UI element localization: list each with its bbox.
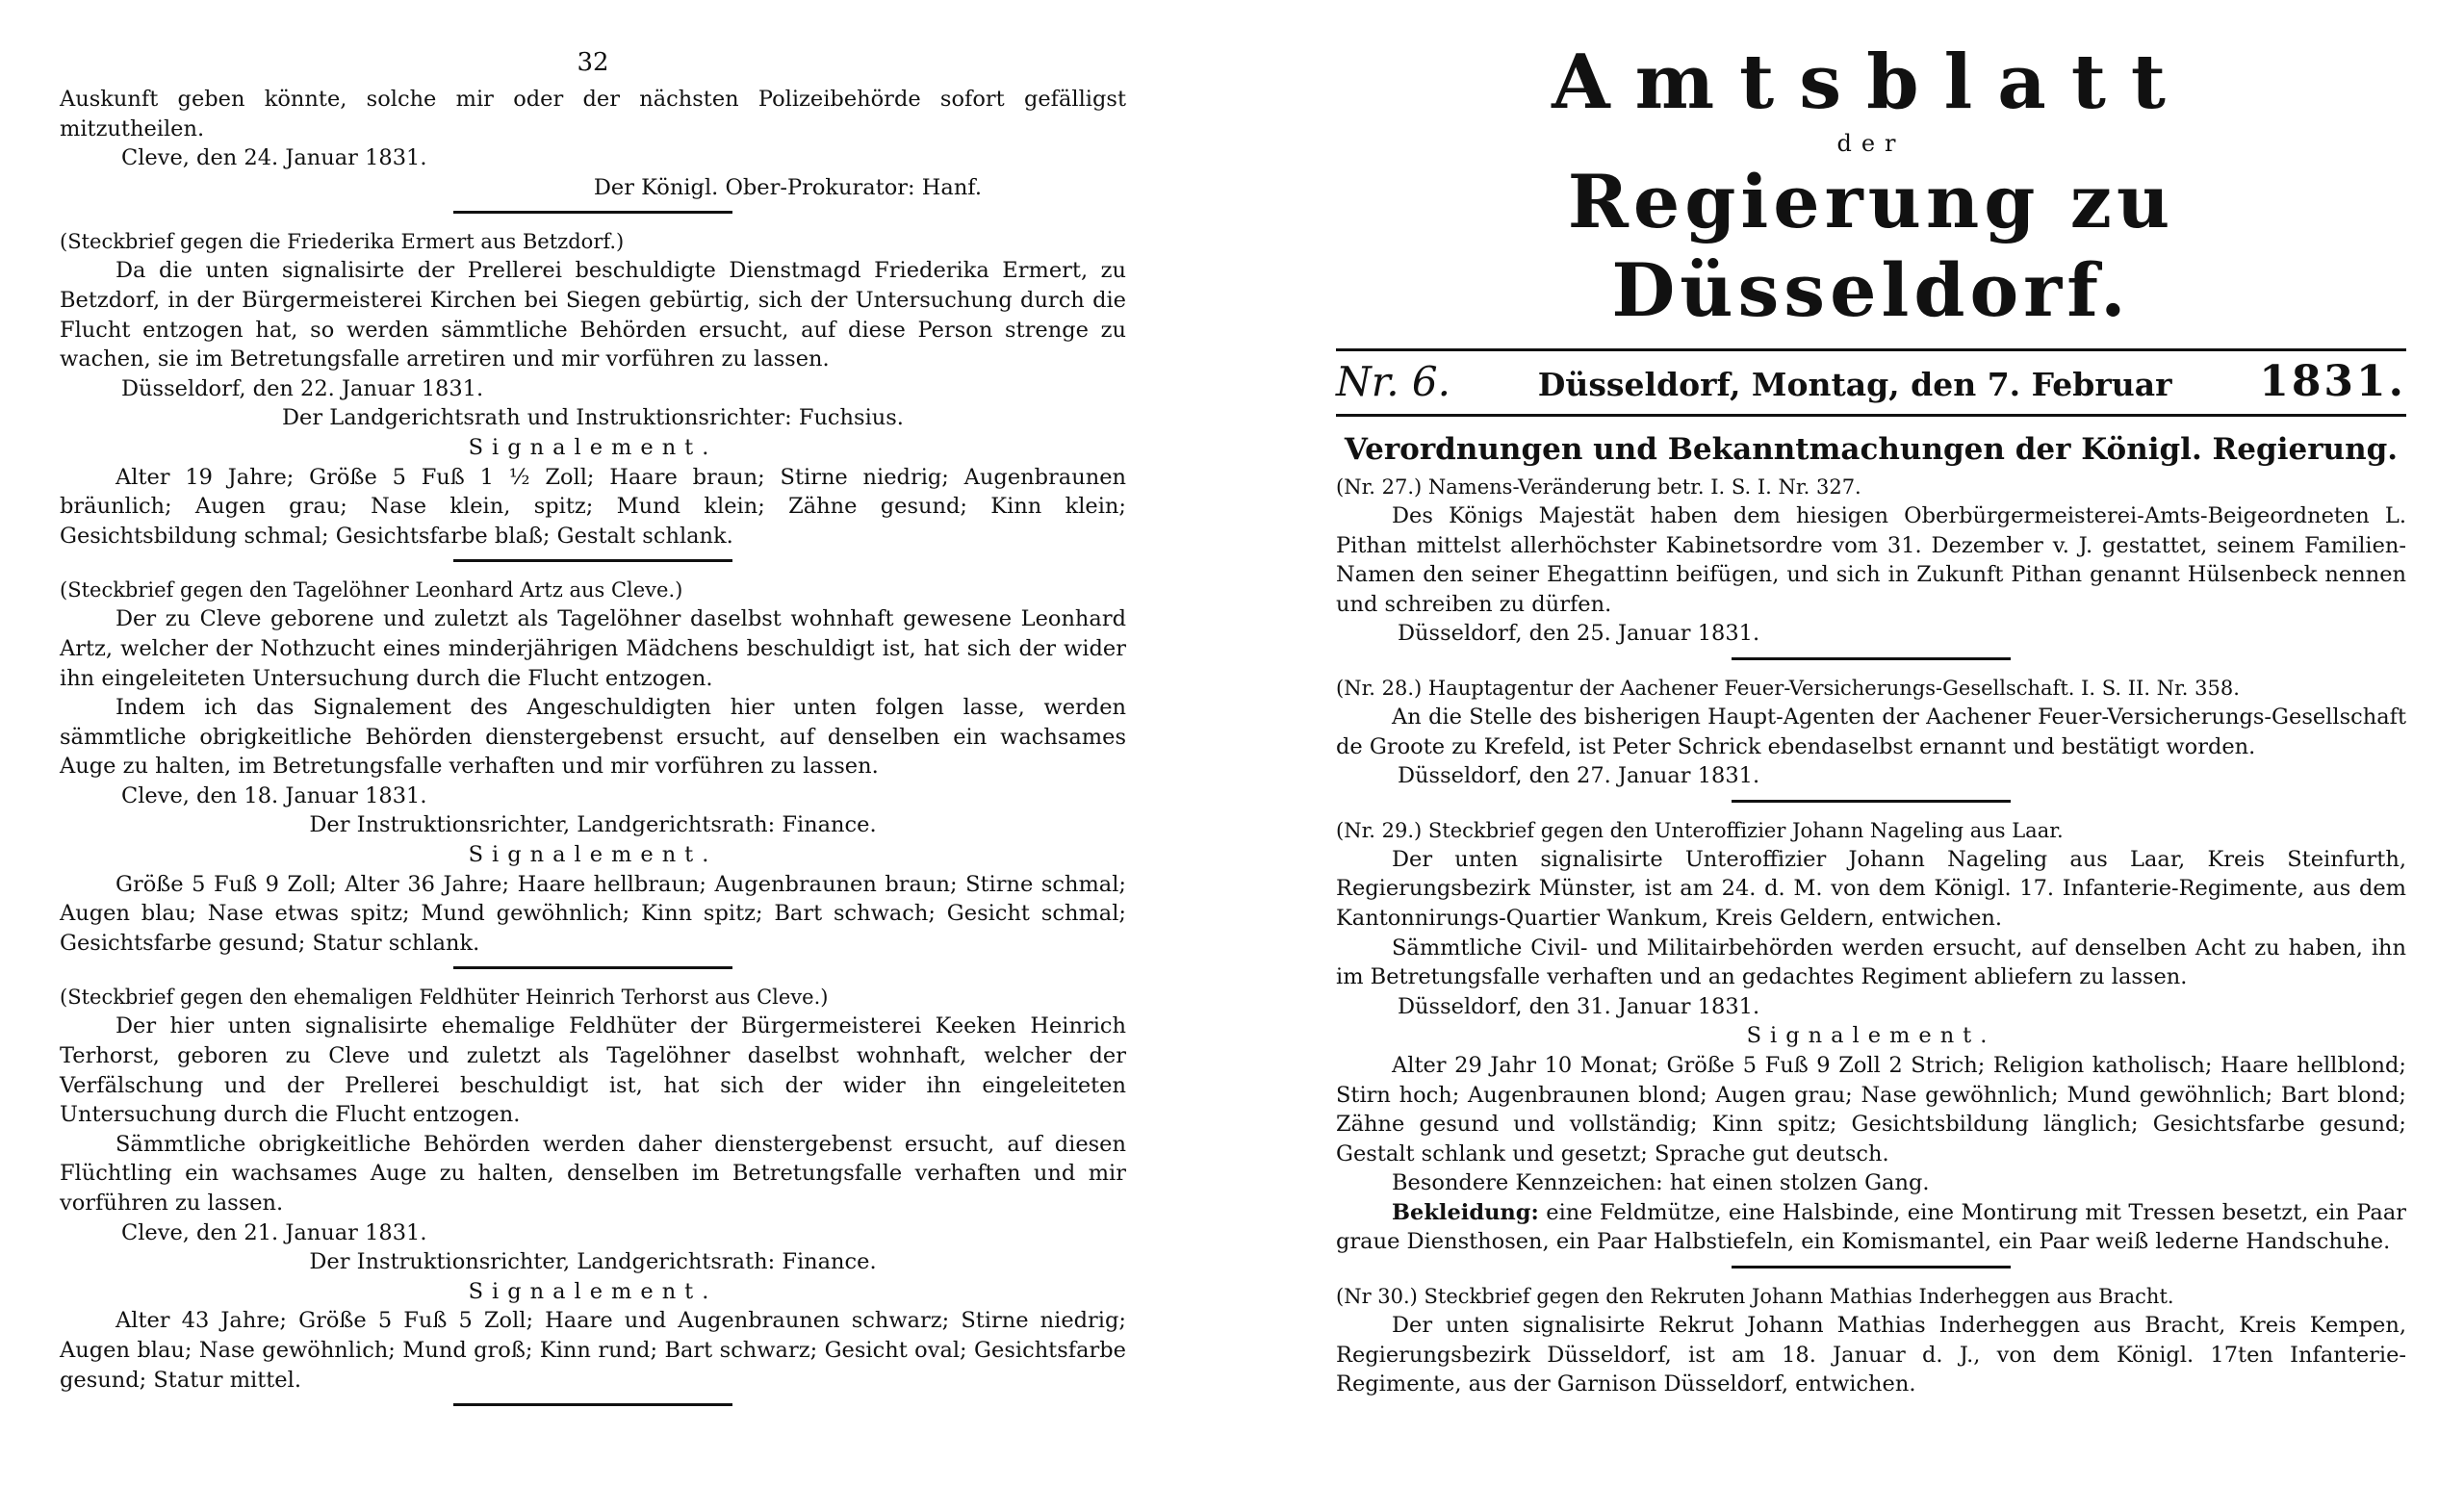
signalement-title: Signalement. [468, 434, 718, 460]
page-number: 32 [577, 48, 609, 77]
divider [1732, 800, 2011, 803]
issue-place-date: Düsseldorf, Montag, den 7. Februar [1537, 366, 2172, 403]
notice-body: Der zu Cleve geborene und zuletzt als Tagelöhner daselbst wohnhaft gewesene Leonhard Artz, welcher der Nothzucht eines minderjährigen Mädchens beschuldigt ist, hat sich der wider ihn eingeleiteten Untersuchung durch die Flucht entzogen. [60, 606, 1126, 691]
item-body: Der unten signalisirte Rekrut Johann Mathias Inderheggen aus Bracht, Kreis Kempen, Regierungsbezirk Düsseldorf, ist am 18. Januar d. J., von dem Königl. 17ten Infanterie-Regimente, aus der Garnison Düsseldorf, entwichen. [1336, 1313, 2406, 1397]
signalement-title: Signalement. [1746, 1023, 1996, 1049]
notice-date: Düsseldorf, den 22. Januar 1831. [121, 375, 484, 401]
clothing-value: eine Feldmütze, eine Halsbinde, eine Montirung mit Tressen besetzt, ein Paar graue Diensthosen, ein Paar Halbstiefeln, ein Komismantel, ein Paar weiß lederne Handschuhe. [1336, 1199, 2406, 1255]
notice-body-continued: Indem ich das Signalement des Angeschuldigten hier unten folgen lasse, werden sämmtliche obrigkeitliche Behörden dienstergebenst ersucht, auf denselben ein wachsames Auge zu halten, im Betretungsfalle verhaften und mir vorführen zu lassen. [60, 695, 1126, 780]
notice-body: Da die unten signalisirte der Prellerei beschuldigte Dienstmagd Friederika Ermert, zu Betzdorf, in der Bürgermeisterei Kirchen bei Siegen gebürtig, sich der Untersuchung durch die Flucht entzogen hat, so werden sämmtliche Behörden ersucht, auf diese Person strenge zu wachen, sie im Betretungsfalle arretiren und mir vorführen zu lassen. [60, 258, 1126, 372]
divider [453, 1403, 732, 1406]
divider [1732, 1266, 2011, 1269]
item-header: (Nr 30.) Steckbrief gegen den Rekruten Johann Mathias Inderheggen aus Bracht. [1336, 1285, 2174, 1309]
masthead-subtitle: Regierung zu Düsseldorf. [1567, 159, 2175, 333]
notice-header: (Steckbrief gegen die Friederika Ermert aus Betzdorf.) [60, 230, 625, 254]
item-date: Düsseldorf, den 27. Januar 1831. [1398, 763, 1760, 789]
notice-header: (Steckbrief gegen den ehemaligen Feldhüter Heinrich Terhorst aus Cleve.) [60, 986, 829, 1010]
signalement-text: Alter 29 Jahr 10 Monat; Größe 5 Fuß 9 Zoll 2 Strich; Religion katholisch; Haare hellblond; Stirn hoch; Augenbraunen blond; Augen grau; Nase gewöhnlich; Mund gewöhnlich; Bart blond; Zähne gesund und vollständig; Kinn spitz; Gesichtsbildung länglich; Gesichtsfarbe gesund; Gestalt schlank und gesetzt; Sprache gut deutsch. [1336, 1052, 2406, 1166]
left-page [0, 0, 1222, 1512]
notice-date: Cleve, den 21. Januar 1831. [121, 1219, 427, 1245]
notice-body-continued: Sämmtliche obrigkeitliche Behörden werden daher dienstergebenst ersucht, auf diesen Flüchtling ein wachsames Auge zu halten, denselben im Betretungsfalle verhaften und mir vorführen zu lassen. [60, 1131, 1126, 1216]
intro-text: Auskunft geben könnte, solche mir oder der nächsten Polizeibehörde sofort gefälligst mitzutheilen. [60, 87, 1126, 141]
divider [453, 966, 732, 969]
clothing-text [1336, 1198, 2406, 1257]
intro-date: Cleve, den 24. Januar 1831. [121, 145, 427, 171]
item-header: (Nr. 27.) Namens-Veränderung betr. I. S. I. Nr. 327. [1336, 475, 1861, 499]
notice-signature: Der Instruktionsrichter, Landgerichtsrath: Finance. [309, 1249, 877, 1275]
issue-year: 1831. [2259, 357, 2406, 406]
item-body: Der unten signalisirte Unteroffizier Johann Nageling aus Laar, Kreis Steinfurth, Regierungsbezirk Münster, ist am 24. d. M. von dem Königl. 17. Infanterie-Regimente, aus dem Kantonnirungs-Quartier Wankum, Kreis Geldern, entwichen. [1336, 846, 2406, 931]
item-header: (Nr. 29.) Steckbrief gegen den Unteroffizier Johann Nageling aus Laar. [1336, 818, 2064, 842]
issue-number: Nr. 6. [1336, 358, 1450, 405]
special-marks: Besondere Kennzeichen: hat einen stolzen Gang. [1392, 1170, 1930, 1196]
section-title: Verordnungen und Bekanntmachungen der Königl. Regierung. [1344, 432, 2399, 467]
item-body: An die Stelle des bisherigen Haupt-Agenten der Aachener Feuer-Versicherungs-Gesellschaft de Groote zu Krefeld, ist Peter Schrick ebendaselbst ernannt und bestätigt worden. [1336, 704, 2406, 759]
notice-signature: Der Landgerichtsrath und Instruktionsrichter: Fuchsius. [282, 405, 904, 431]
item-body-continued: Sämmtliche Civil- und Militairbehörden werden ersucht, auf denselben Acht zu haben, ihn im Betretungsfalle verhaften und an gedachtes Regiment abliefern zu lassen. [1336, 935, 2406, 990]
masthead-title: Amtsblatt [1552, 38, 2191, 126]
signalement-text: Alter 43 Jahre; Größe 5 Fuß 5 Zoll; Haare und Augenbraunen schwarz; Stirne niedrig; Augen blau; Nase gewöhnlich; Mund groß; Kinn rund; Bart schwarz; Gesicht oval; Gesichtsfarbe gesund; Statur mittel. [60, 1308, 1126, 1393]
issue-line [1336, 348, 2406, 417]
clothing-label: Bekleidung: [1392, 1199, 1539, 1225]
right-page [1251, 0, 2464, 1512]
notice-signature: Der Instruktionsrichter, Landgerichtsrath: Finance. [309, 812, 877, 838]
divider [453, 559, 732, 562]
item-body: Des Königs Majestät haben dem hiesigen Oberbürgermeisterei-Amts-Beigeordneten L. Pithan mittelst allerhöchster Kabinetsordre vom 31. Dezember v. J. gestattet, seinem Familien-Namen den seiner Ehegattinn beifügen, und sich in Zukunft Pithan genannt Hülsenbeck nennen und schreiben zu dürfen. [1336, 503, 2406, 617]
divider [453, 211, 732, 214]
item-date: Düsseldorf, den 25. Januar 1831. [1398, 621, 1760, 647]
notice-date: Cleve, den 18. Januar 1831. [121, 782, 427, 808]
signalement-text: Größe 5 Fuß 9 Zoll; Alter 36 Jahre; Haare hellbraun; Augenbraunen braun; Stirne schmal; Augen blau; Nase etwas spitz; Mund gewöhnlich; Kinn spitz; Bart schwach; Gesicht schmal; Gesichtsfarbe gesund; Statur schlank. [60, 871, 1126, 956]
signalement-text: Alter 19 Jahre; Größe 5 Fuß 1 ½ Zoll; Haare braun; Stirne niedrig; Augenbraunen bräunlich; Augen grau; Nase klein, spitz; Mund klein; Zähne gesund; Kinn klein; Gesichtsbildung schmal; Gesichtsfarbe blaß; Gestalt schlank. [60, 464, 1126, 549]
item-date: Düsseldorf, den 31. Januar 1831. [1398, 993, 1760, 1019]
intro-signature: Der Königl. Ober-Prokurator: Hanf. [593, 174, 982, 200]
signalement-title: Signalement. [468, 1278, 718, 1304]
masthead [1336, 37, 2406, 335]
item-header: (Nr. 28.) Hauptagentur der Aachener Feuer-Versicherungs-Gesellschaft. I. S. II. Nr. 358. [1336, 676, 2240, 700]
notice-body: Der hier unten signalisirte ehemalige Feldhüter der Bürgermeisterei Keeken Heinrich Terhorst, geboren zu Cleve und zuletzt als Tagelöhner daselbst wohnhaft, welcher der Verfälschung und der Prellerei beschuldigt ist, hat sich der wider ihn eingeleiteten Untersuchung durch die Flucht entzogen. [60, 1013, 1126, 1128]
masthead-der: der [1836, 130, 1906, 157]
divider [1732, 657, 2011, 660]
notice-header: (Steckbrief gegen den Tagelöhner Leonhard Artz aus Cleve.) [60, 578, 683, 602]
signalement-title: Signalement. [468, 842, 718, 868]
